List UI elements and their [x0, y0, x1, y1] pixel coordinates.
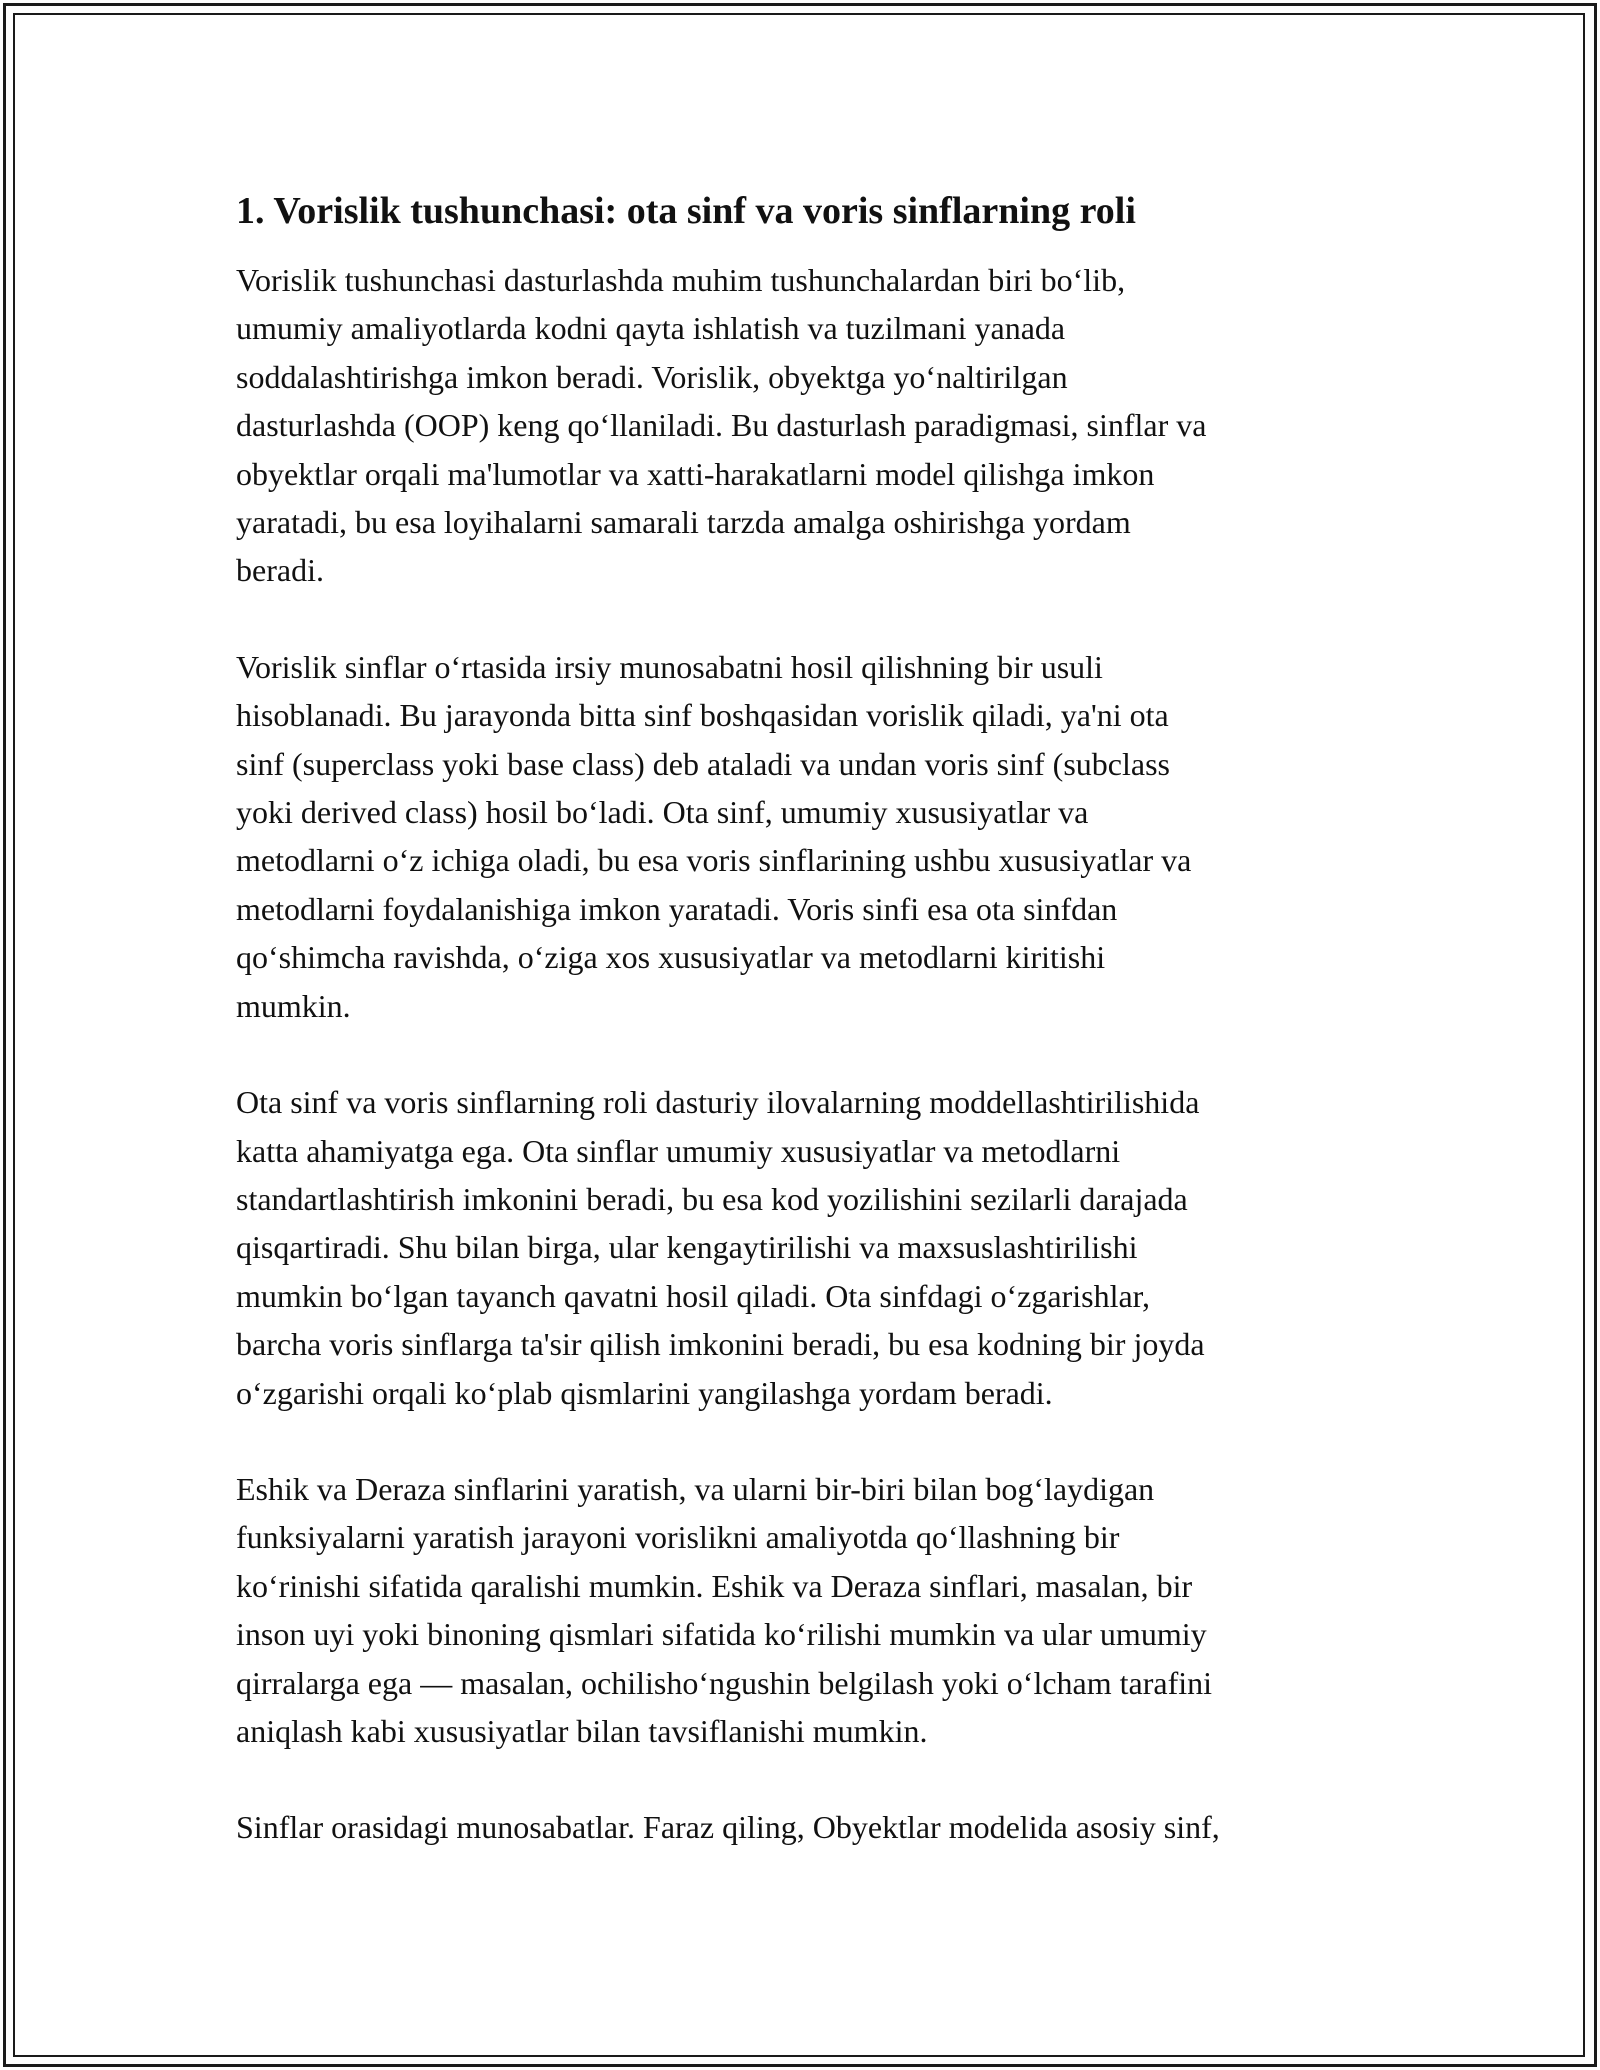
text-line: ko‘rinishi sifatida qaralishi mumkin. Eshik va Deraza sinflari, masalan, bir	[236, 1567, 1193, 1604]
page-content	[236, 186, 1366, 1900]
text-line: Ota sinf va voris sinflarning roli dasturiy ilovalarning moddellashtirilishida	[236, 1084, 1200, 1121]
text-line: standartlashtirish imkonini beradi, bu esa kod yozilishini sezilarli darajada	[236, 1180, 1188, 1217]
body-text	[236, 256, 1366, 1852]
text-line: barcha voris sinflarga ta'sir qilish imkonini beradi, bu esa kodning bir joyda	[236, 1326, 1205, 1363]
text-line: Vorislik sinflar o‘rtasida irsiy munosabatni hosil qilishning bir usuli	[236, 648, 1103, 685]
text-line: katta ahamiyatga ega. Ota sinflar umumiy xususiyatlar va metodlarni	[236, 1132, 1121, 1169]
text-line: inson uyi yoki binoning qismlari sifatida ko‘rilishi mumkin va ular umumiy	[236, 1616, 1207, 1653]
text-line: o‘zgarishi orqali ko‘plab qismlarini yangilashga yordam beradi.	[236, 1374, 1053, 1411]
text-line: umumiy amaliyotlarda kodni qayta ishlatish va tuzilmani yanada	[236, 310, 1066, 347]
text-line: obyektlar orqali ma'lumotlar va xatti-harakatlarni model qilishga imkon	[236, 455, 1155, 492]
paragraph-3	[236, 1078, 1366, 1417]
text-line: aniqlash kabi xususiyatlar bilan tavsiflanishi mumkin.	[236, 1712, 928, 1749]
text-line: Vorislik tushunchasi dasturlashda muhim tushunchalardan biri bo‘lib,	[236, 262, 1126, 298]
paragraph-2	[236, 643, 1366, 1030]
text-line: dasturlashda (OOP) keng qo‘llaniladi. Bu dasturlash paradigmasi, sinflar va	[236, 407, 1207, 444]
text-line: mumkin bo‘lgan tayanch qavatni hosil qiladi. Ota sinfdagi o‘zgarishlar,	[236, 1277, 1151, 1314]
text-line: qisqartiradi. Shu bilan birga, ular kengaytirilishi va maxsuslashtirilishi	[236, 1229, 1138, 1266]
text-line: Sinflar orasidagi munosabatlar. Faraz qiling, Obyektlar modelida asosiy sinf,	[236, 1809, 1220, 1846]
text-line: yoki derived class) hosil bo‘ladi. Ota sinf, umumiy xususiyatlar va	[236, 794, 1089, 831]
text-line: qo‘shimcha ravishda, o‘ziga xos xususiyatlar va metodlarni kiritishi	[236, 939, 1106, 976]
text-line: soddalashtirishga imkon beradi. Vorislik, obyektga yo‘naltirilgan	[236, 358, 1068, 395]
text-line: metodlarni foydalanishiga imkon yaratadi. Voris sinfi esa ota sinfdan	[236, 890, 1118, 927]
text-line: metodlarni o‘z ichiga oladi, bu esa voris sinflarining ushbu xususiyatlar va	[236, 842, 1192, 879]
text-line: funksiyalarni yaratish jarayoni vorislikni amaliyotda qo‘llashning bir	[236, 1519, 1120, 1556]
text-line: beradi.	[236, 552, 324, 589]
paragraph-4	[236, 1465, 1366, 1755]
text-line: yaratadi, bu esa loyihalarni samarali tarzda amalga oshirishga yordam	[236, 504, 1131, 541]
paragraph-5	[236, 1803, 1366, 1851]
text-line: hisoblanadi. Bu jarayonda bitta sinf boshqasidan vorislik qiladi, ya'ni ota	[236, 697, 1169, 734]
text-line: sinf (superclass yoki base class) deb ataladi va undan voris sinf (subclass	[236, 745, 1170, 782]
text-line: Eshik va Deraza sinflarini yaratish, va ularni bir-biri bilan bog‘laydigan	[236, 1470, 1155, 1507]
paragraph-1	[236, 256, 1366, 595]
text-line: mumkin.	[236, 987, 351, 1024]
section-heading: 1. Vorislik tushunchasi: ota sinf va voris sinflarning roli	[236, 190, 1136, 232]
text-line: qirralarga ega — masalan, ochilisho‘ngushin belgilash yoki o‘lcham tarafini	[236, 1664, 1213, 1701]
